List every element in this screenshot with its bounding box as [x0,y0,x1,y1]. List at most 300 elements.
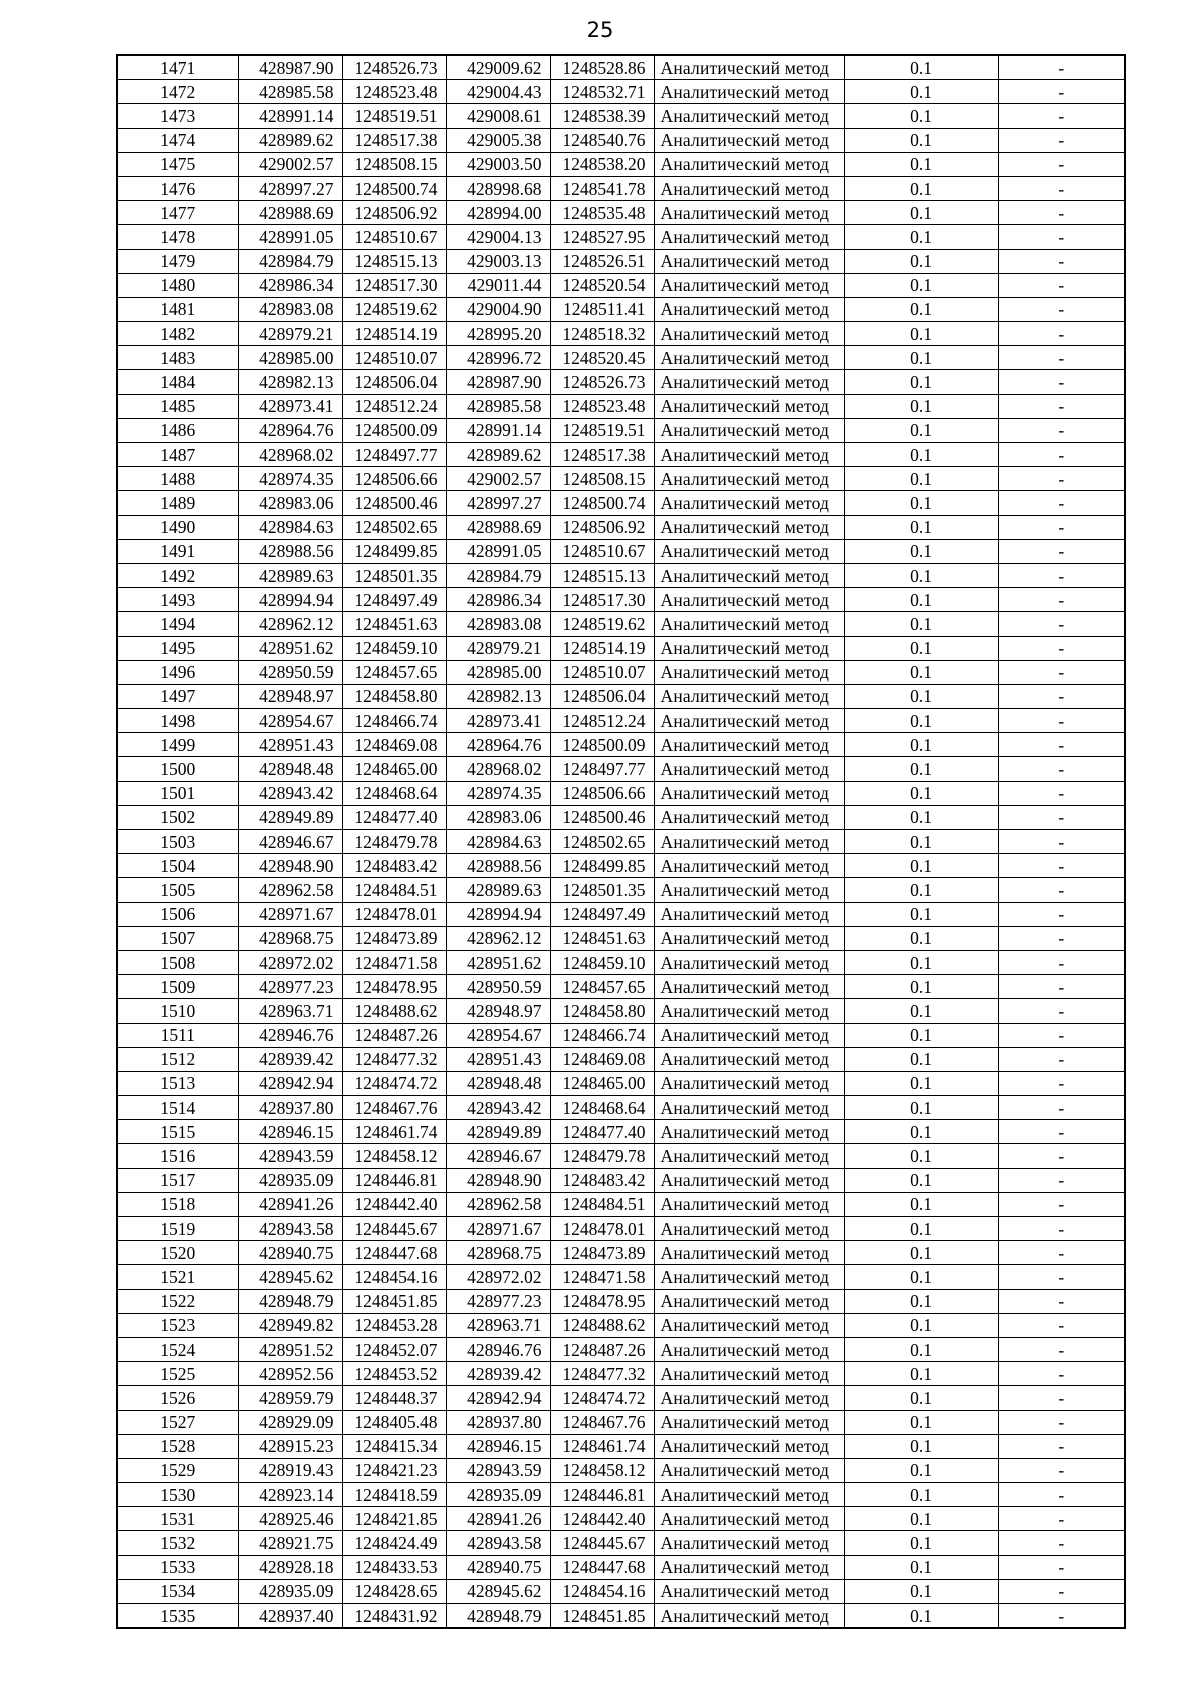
table-row [117,1289,1125,1313]
x-end-cell: 428971.67 [446,1217,550,1241]
table-row [117,1265,1125,1289]
x-end-cell: 429009.62 [446,55,550,80]
table-row [117,225,1125,249]
table-row [117,1217,1125,1241]
y-end-cell: 1248479.78 [550,1144,654,1168]
accuracy-cell: 0.1 [844,660,998,684]
y-end-cell: 1248502.65 [550,830,654,854]
x-end-cell: 428983.06 [446,805,550,829]
note-cell: - [998,805,1125,829]
accuracy-cell: 0.1 [844,926,998,950]
y-start-cell: 1248471.58 [342,950,446,974]
x-start-cell: 428964.76 [238,418,342,442]
accuracy-cell: 0.1 [844,1434,998,1458]
y-start-cell: 1248517.38 [342,128,446,152]
point-number-cell: 1509 [117,975,238,999]
method-cell: Аналитический метод [654,1071,844,1095]
accuracy-cell: 0.1 [844,612,998,636]
note-cell: - [998,660,1125,684]
x-start-cell: 428943.58 [238,1217,342,1241]
method-cell: Аналитический метод [654,1386,844,1410]
table-row [117,128,1125,152]
y-start-cell: 1248466.74 [342,709,446,733]
x-start-cell: 428948.48 [238,757,342,781]
table-row [117,1362,1125,1386]
y-end-cell: 1248518.32 [550,322,654,346]
accuracy-cell: 0.1 [844,1217,998,1241]
x-start-cell: 428982.13 [238,370,342,394]
x-start-cell: 428939.42 [238,1047,342,1071]
x-start-cell: 428962.58 [238,878,342,902]
point-number-cell: 1488 [117,467,238,491]
table-row [117,1096,1125,1120]
y-end-cell: 1248459.10 [550,950,654,974]
point-number-cell: 1516 [117,1144,238,1168]
y-end-cell: 1248468.64 [550,1096,654,1120]
x-end-cell: 428937.80 [446,1410,550,1434]
table-row [117,757,1125,781]
y-end-cell: 1248471.58 [550,1265,654,1289]
table-row [117,975,1125,999]
x-start-cell: 428959.79 [238,1386,342,1410]
method-cell: Аналитический метод [654,1217,844,1241]
y-start-cell: 1248458.12 [342,1144,446,1168]
y-start-cell: 1248469.08 [342,733,446,757]
y-start-cell: 1248405.48 [342,1410,446,1434]
x-start-cell: 428929.09 [238,1410,342,1434]
y-end-cell: 1248469.08 [550,1047,654,1071]
point-number-cell: 1486 [117,418,238,442]
point-number-cell: 1485 [117,394,238,418]
note-cell: - [998,563,1125,587]
table-row [117,1604,1125,1629]
table-row [117,1144,1125,1168]
method-cell: Аналитический метод [654,249,844,273]
method-cell: Аналитический метод [654,467,844,491]
y-start-cell: 1248433.53 [342,1555,446,1579]
accuracy-cell: 0.1 [844,394,998,418]
accuracy-cell: 0.1 [844,1047,998,1071]
table-row [117,612,1125,636]
point-number-cell: 1471 [117,55,238,80]
y-start-cell: 1248453.52 [342,1362,446,1386]
note-cell: - [998,80,1125,104]
y-end-cell: 1248466.74 [550,1023,654,1047]
y-end-cell: 1248458.12 [550,1458,654,1482]
accuracy-cell: 0.1 [844,1023,998,1047]
y-end-cell: 1248515.13 [550,563,654,587]
note-cell: - [998,128,1125,152]
y-start-cell: 1248448.37 [342,1386,446,1410]
point-number-cell: 1480 [117,273,238,297]
method-cell: Аналитический метод [654,80,844,104]
y-start-cell: 1248415.34 [342,1434,446,1458]
x-end-cell: 428940.75 [446,1555,550,1579]
y-start-cell: 1248431.92 [342,1604,446,1629]
y-start-cell: 1248500.46 [342,491,446,515]
table-row [117,1434,1125,1458]
table-row [117,1555,1125,1579]
y-end-cell: 1248510.67 [550,539,654,563]
x-end-cell: 428988.56 [446,854,550,878]
point-number-cell: 1529 [117,1458,238,1482]
x-start-cell: 428986.34 [238,273,342,297]
method-cell: Аналитический метод [654,1507,844,1531]
x-end-cell: 428942.94 [446,1386,550,1410]
method-cell: Аналитический метод [654,1362,844,1386]
accuracy-cell: 0.1 [844,1265,998,1289]
y-end-cell: 1248477.32 [550,1362,654,1386]
y-end-cell: 1248477.40 [550,1120,654,1144]
x-start-cell: 428971.67 [238,902,342,926]
x-end-cell: 428943.42 [446,1096,550,1120]
accuracy-cell: 0.1 [844,1144,998,1168]
note-cell: - [998,781,1125,805]
point-number-cell: 1478 [117,225,238,249]
point-number-cell: 1500 [117,757,238,781]
y-end-cell: 1248473.89 [550,1241,654,1265]
x-start-cell: 428941.26 [238,1192,342,1216]
accuracy-cell: 0.1 [844,80,998,104]
method-cell: Аналитический метод [654,443,844,467]
note-cell: - [998,830,1125,854]
x-start-cell: 428921.75 [238,1531,342,1555]
y-end-cell: 1248478.01 [550,1217,654,1241]
point-number-cell: 1492 [117,563,238,587]
y-start-cell: 1248500.09 [342,418,446,442]
accuracy-cell: 0.1 [844,539,998,563]
point-number-cell: 1515 [117,1120,238,1144]
point-number-cell: 1504 [117,854,238,878]
y-end-cell: 1248526.51 [550,249,654,273]
method-cell: Аналитический метод [654,1144,844,1168]
note-cell: - [998,588,1125,612]
point-number-cell: 1495 [117,636,238,660]
method-cell: Аналитический метод [654,201,844,225]
accuracy-cell: 0.1 [844,950,998,974]
note-cell: - [998,636,1125,660]
y-start-cell: 1248478.01 [342,902,446,926]
x-start-cell: 428923.14 [238,1483,342,1507]
y-start-cell: 1248497.77 [342,443,446,467]
x-end-cell: 428974.35 [446,781,550,805]
table-row [117,1531,1125,1555]
y-start-cell: 1248442.40 [342,1192,446,1216]
x-start-cell: 428949.82 [238,1313,342,1337]
accuracy-cell: 0.1 [844,152,998,176]
x-end-cell: 428948.90 [446,1168,550,1192]
point-number-cell: 1533 [117,1555,238,1579]
table-row [117,709,1125,733]
y-start-cell: 1248424.49 [342,1531,446,1555]
x-end-cell: 428948.79 [446,1604,550,1629]
point-number-cell: 1532 [117,1531,238,1555]
x-start-cell: 428979.21 [238,322,342,346]
accuracy-cell: 0.1 [844,273,998,297]
note-cell: - [998,370,1125,394]
note-cell: - [998,1023,1125,1047]
x-end-cell: 428972.02 [446,1265,550,1289]
x-end-cell: 429004.13 [446,225,550,249]
coordinates-table [116,54,1126,1629]
table-row [117,1386,1125,1410]
x-end-cell: 428950.59 [446,975,550,999]
table-row [117,854,1125,878]
point-number-cell: 1527 [117,1410,238,1434]
method-cell: Аналитический метод [654,612,844,636]
y-end-cell: 1248520.54 [550,273,654,297]
y-start-cell: 1248477.32 [342,1047,446,1071]
y-start-cell: 1248514.19 [342,322,446,346]
method-cell: Аналитический метод [654,999,844,1023]
accuracy-cell: 0.1 [844,443,998,467]
method-cell: Аналитический метод [654,902,844,926]
x-end-cell: 428997.27 [446,491,550,515]
y-start-cell: 1248454.16 [342,1265,446,1289]
y-start-cell: 1248484.51 [342,878,446,902]
table-row [117,1120,1125,1144]
y-start-cell: 1248501.35 [342,563,446,587]
note-cell: - [998,854,1125,878]
x-end-cell: 428948.48 [446,1071,550,1095]
table-row [117,1192,1125,1216]
accuracy-cell: 0.1 [844,781,998,805]
x-start-cell: 428935.09 [238,1168,342,1192]
x-start-cell: 428954.67 [238,709,342,733]
table-row [117,249,1125,273]
x-end-cell: 428998.68 [446,176,550,200]
y-end-cell: 1248487.26 [550,1337,654,1361]
note-cell: - [998,1458,1125,1482]
note-cell: - [998,418,1125,442]
accuracy-cell: 0.1 [844,176,998,200]
y-start-cell: 1248451.63 [342,612,446,636]
y-start-cell: 1248459.10 [342,636,446,660]
y-start-cell: 1248510.67 [342,225,446,249]
y-end-cell: 1248517.38 [550,443,654,467]
table-row [117,1483,1125,1507]
x-end-cell: 429002.57 [446,467,550,491]
note-cell: - [998,1483,1125,1507]
table-row [117,1023,1125,1047]
x-start-cell: 428983.08 [238,297,342,321]
point-number-cell: 1483 [117,346,238,370]
y-start-cell: 1248487.26 [342,1023,446,1047]
x-start-cell: 428937.40 [238,1604,342,1629]
point-number-cell: 1477 [117,201,238,225]
accuracy-cell: 0.1 [844,346,998,370]
point-number-cell: 1497 [117,684,238,708]
x-end-cell: 428982.13 [446,684,550,708]
y-start-cell: 1248421.23 [342,1458,446,1482]
table-row [117,878,1125,902]
method-cell: Аналитический метод [654,1434,844,1458]
x-start-cell: 428943.42 [238,781,342,805]
point-number-cell: 1531 [117,1507,238,1531]
x-end-cell: 428945.62 [446,1579,550,1603]
note-cell: - [998,1047,1125,1071]
x-end-cell: 428984.63 [446,830,550,854]
accuracy-cell: 0.1 [844,1241,998,1265]
y-start-cell: 1248526.73 [342,55,446,80]
point-number-cell: 1474 [117,128,238,152]
y-end-cell: 1248538.20 [550,152,654,176]
y-start-cell: 1248517.30 [342,273,446,297]
method-cell: Аналитический метод [654,854,844,878]
y-end-cell: 1248445.67 [550,1531,654,1555]
accuracy-cell: 0.1 [844,104,998,128]
y-start-cell: 1248418.59 [342,1483,446,1507]
x-end-cell: 428962.58 [446,1192,550,1216]
accuracy-cell: 0.1 [844,1579,998,1603]
point-number-cell: 1496 [117,660,238,684]
x-end-cell: 428948.97 [446,999,550,1023]
point-number-cell: 1513 [117,1071,238,1095]
method-cell: Аналитический метод [654,128,844,152]
y-end-cell: 1248474.72 [550,1386,654,1410]
y-end-cell: 1248465.00 [550,1071,654,1095]
note-cell: - [998,975,1125,999]
x-start-cell: 428943.59 [238,1144,342,1168]
note-cell: - [998,467,1125,491]
x-start-cell: 428948.97 [238,684,342,708]
y-end-cell: 1248497.77 [550,757,654,781]
y-start-cell: 1248502.65 [342,515,446,539]
method-cell: Аналитический метод [654,878,844,902]
method-cell: Аналитический метод [654,709,844,733]
y-start-cell: 1248468.64 [342,781,446,805]
y-start-cell: 1248512.24 [342,394,446,418]
note-cell: - [998,878,1125,902]
table-row [117,152,1125,176]
accuracy-cell: 0.1 [844,467,998,491]
method-cell: Аналитический метод [654,950,844,974]
y-end-cell: 1248501.35 [550,878,654,902]
method-cell: Аналитический метод [654,297,844,321]
y-end-cell: 1248527.95 [550,225,654,249]
point-number-cell: 1506 [117,902,238,926]
y-end-cell: 1248484.51 [550,1192,654,1216]
point-number-cell: 1476 [117,176,238,200]
y-start-cell: 1248506.92 [342,201,446,225]
note-cell: - [998,1313,1125,1337]
method-cell: Аналитический метод [654,1313,844,1337]
x-end-cell: 428987.90 [446,370,550,394]
y-start-cell: 1248421.85 [342,1507,446,1531]
y-end-cell: 1248478.95 [550,1289,654,1313]
method-cell: Аналитический метод [654,636,844,660]
y-start-cell: 1248519.51 [342,104,446,128]
table-row [117,104,1125,128]
y-end-cell: 1248499.85 [550,854,654,878]
y-end-cell: 1248540.76 [550,128,654,152]
x-end-cell: 428943.58 [446,1531,550,1555]
point-number-cell: 1475 [117,152,238,176]
note-cell: - [998,55,1125,80]
table-row [117,80,1125,104]
x-end-cell: 428946.76 [446,1337,550,1361]
point-number-cell: 1505 [117,878,238,902]
x-start-cell: 428963.71 [238,999,342,1023]
method-cell: Аналитический метод [654,322,844,346]
note-cell: - [998,1362,1125,1386]
accuracy-cell: 0.1 [844,1096,998,1120]
x-end-cell: 428996.72 [446,346,550,370]
method-cell: Аналитический метод [654,563,844,587]
x-end-cell: 428963.71 [446,1313,550,1337]
accuracy-cell: 0.1 [844,201,998,225]
x-start-cell: 428946.76 [238,1023,342,1047]
method-cell: Аналитический метод [654,176,844,200]
note-cell: - [998,1337,1125,1361]
method-cell: Аналитический метод [654,55,844,80]
x-start-cell: 428988.69 [238,201,342,225]
accuracy-cell: 0.1 [844,1071,998,1095]
y-start-cell: 1248457.65 [342,660,446,684]
y-start-cell: 1248446.81 [342,1168,446,1192]
y-end-cell: 1248520.45 [550,346,654,370]
method-cell: Аналитический метод [654,346,844,370]
note-cell: - [998,950,1125,974]
note-cell: - [998,999,1125,1023]
accuracy-cell: 0.1 [844,491,998,515]
table-row [117,1313,1125,1337]
note-cell: - [998,249,1125,273]
accuracy-cell: 0.1 [844,1313,998,1337]
x-start-cell: 428919.43 [238,1458,342,1482]
x-start-cell: 428948.90 [238,854,342,878]
point-number-cell: 1494 [117,612,238,636]
note-cell: - [998,104,1125,128]
method-cell: Аналитический метод [654,1410,844,1434]
note-cell: - [998,297,1125,321]
x-start-cell: 428950.59 [238,660,342,684]
y-end-cell: 1248442.40 [550,1507,654,1531]
accuracy-cell: 0.1 [844,733,998,757]
point-number-cell: 1535 [117,1604,238,1629]
x-start-cell: 428942.94 [238,1071,342,1095]
method-cell: Аналитический метод [654,104,844,128]
note-cell: - [998,684,1125,708]
accuracy-cell: 0.1 [844,225,998,249]
y-end-cell: 1248541.78 [550,176,654,200]
accuracy-cell: 0.1 [844,563,998,587]
point-number-cell: 1499 [117,733,238,757]
y-end-cell: 1248488.62 [550,1313,654,1337]
accuracy-cell: 0.1 [844,878,998,902]
point-number-cell: 1482 [117,322,238,346]
x-end-cell: 428949.89 [446,1120,550,1144]
x-end-cell: 428951.43 [446,1047,550,1071]
point-number-cell: 1507 [117,926,238,950]
y-start-cell: 1248483.42 [342,854,446,878]
x-start-cell: 428935.09 [238,1579,342,1603]
method-cell: Аналитический метод [654,515,844,539]
note-cell: - [998,1507,1125,1531]
point-number-cell: 1518 [117,1192,238,1216]
y-start-cell: 1248474.72 [342,1071,446,1095]
y-start-cell: 1248467.76 [342,1096,446,1120]
y-end-cell: 1248523.48 [550,394,654,418]
x-start-cell: 428948.79 [238,1289,342,1313]
y-end-cell: 1248532.71 [550,80,654,104]
note-cell: - [998,1144,1125,1168]
y-end-cell: 1248497.49 [550,902,654,926]
y-end-cell: 1248517.30 [550,588,654,612]
method-cell: Аналитический метод [654,1483,844,1507]
x-end-cell: 428943.59 [446,1458,550,1482]
table-row [117,467,1125,491]
